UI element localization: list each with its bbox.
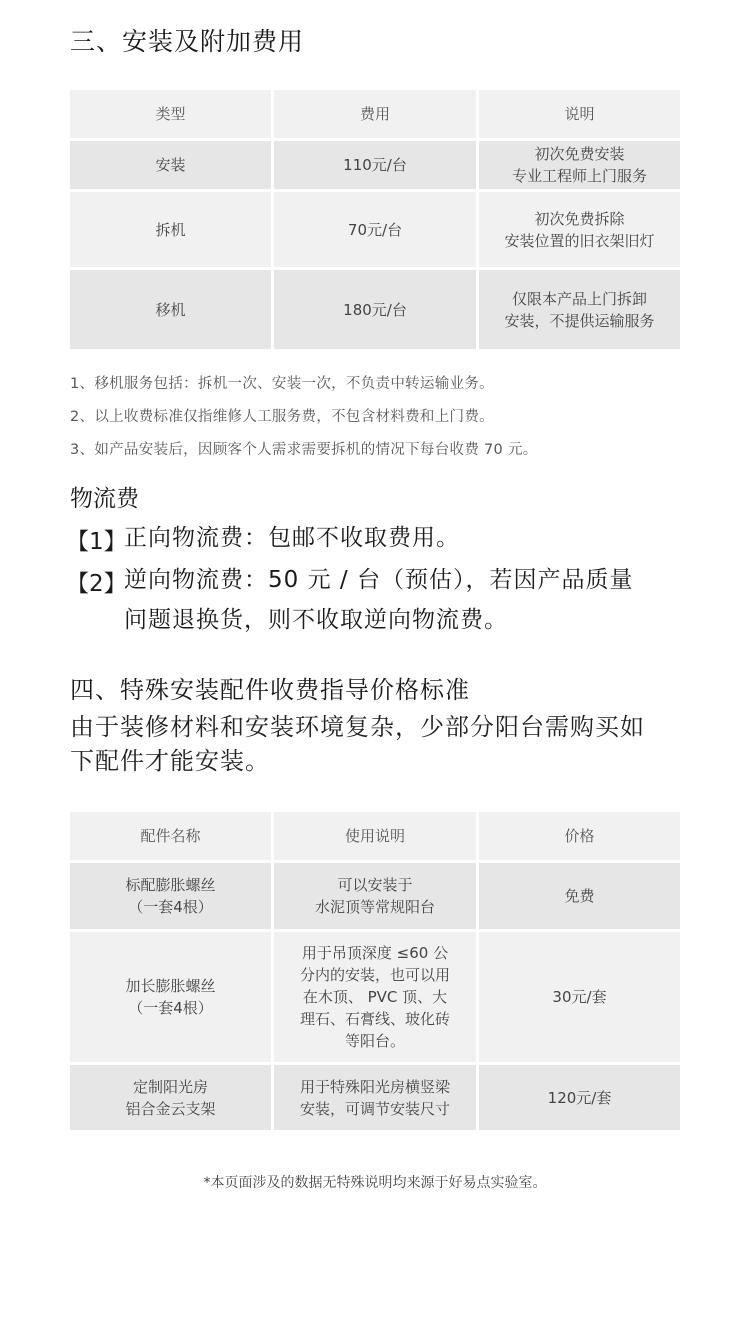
column-header: 类型 — [70, 90, 274, 141]
intro-line: 由于装修材料和安装环境复杂，少部分阳台需购买如 — [70, 713, 645, 741]
footer-note: *本页面涉及的数据无特殊说明均来源于好易点实验室。 — [203, 1175, 547, 1191]
item-number: 【2】 — [66, 571, 127, 597]
description-line: 初次免费拆除 — [534, 209, 625, 228]
usage-line: 等阳台。 — [344, 1032, 405, 1050]
accessory-usage — [274, 863, 479, 932]
table-row — [70, 932, 680, 1065]
accessory-name — [70, 1065, 274, 1133]
accessory-fee-table — [70, 812, 680, 1133]
name-line: 定制阳光房 — [132, 1077, 208, 1096]
name-line: 标配膨胀螺丝 — [125, 876, 216, 894]
logistics-title: 物流费 — [70, 486, 139, 512]
name-line: 加长膨胀螺丝 — [125, 977, 216, 995]
note-line: 1、移机服务包括：拆机一次、安装一次，不负责中转运输业务。 — [70, 376, 494, 392]
usage-line: 分内的安装，也可以用 — [299, 966, 450, 984]
logistics-item-text: 问题退换货，则不收取逆向物流费。 — [124, 607, 508, 633]
accessory-usage — [274, 1065, 479, 1133]
table-row — [70, 192, 680, 270]
table-row — [70, 270, 680, 352]
fee-amount: 180元/台 — [274, 270, 479, 352]
name-line: 铝合金云支架 — [125, 1099, 216, 1118]
section-title-installation-fees: 三、安装及附加费用 — [70, 27, 305, 56]
section-title-accessory-fees: 四、特殊安装配件收费指导价格标准 — [70, 676, 470, 704]
description-line: 安装位置的旧衣架旧灯 — [504, 231, 655, 250]
fee-description — [479, 141, 680, 192]
accessory-usage — [274, 932, 479, 1065]
item-number: 【1】 — [66, 529, 127, 555]
table-row — [70, 1065, 680, 1133]
usage-line: 可以安装于 — [337, 876, 413, 894]
note-line: 3、如产品安装后，因顾客个人需求需要拆机的情况下每台收费 70 元。 — [70, 442, 538, 458]
description-line: 专业工程师上门服务 — [511, 167, 647, 185]
intro-line: 下配件才能安装。 — [70, 747, 270, 775]
fee-type: 安装 — [70, 141, 274, 192]
name-line: （一套4根） — [128, 999, 213, 1017]
column-header: 配件名称 — [70, 812, 274, 863]
accessory-price: 30元/套 — [479, 932, 680, 1065]
fee-description — [479, 270, 680, 352]
accessory-price: 120元/套 — [479, 1065, 680, 1133]
description-line: 安装，不提供运输服务 — [504, 311, 655, 330]
logistics-item-text: 逆向物流费：50 元 / 台（预估），若因产品质量 — [124, 567, 634, 593]
column-header: 说明 — [479, 90, 680, 141]
intro-paragraph — [70, 710, 690, 778]
fee-amount: 70元/台 — [274, 192, 479, 270]
column-header: 使用说明 — [274, 812, 479, 863]
column-header: 费用 — [274, 90, 479, 141]
accessory-price: 免费 — [479, 863, 680, 932]
note-line: 2、以上收费标准仅指维修人工服务费，不包含材料费和上门费。 — [70, 409, 494, 425]
fee-type: 移机 — [70, 270, 274, 352]
usage-line: 用于特殊阳光房横竖梁 — [299, 1077, 450, 1096]
table-header-row — [70, 90, 680, 141]
usage-line: 水泥顶等常规阳台 — [314, 898, 435, 916]
fee-description — [479, 192, 680, 270]
column-header: 价格 — [479, 812, 680, 863]
table-row — [70, 141, 680, 192]
fee-amount: 110元/台 — [274, 141, 479, 192]
description-line: 仅限本产品上门拆卸 — [511, 289, 647, 308]
usage-line: 用于吊顶深度 ≤60 公 — [301, 944, 449, 962]
installation-fee-table — [70, 90, 680, 352]
table-header-row — [70, 812, 680, 863]
fee-type: 拆机 — [70, 192, 274, 270]
logistics-item-text: 正向物流费：包邮不收取费用。 — [124, 525, 460, 551]
table-row — [70, 863, 680, 932]
accessory-name — [70, 932, 274, 1065]
description-line: 初次免费安装 — [534, 145, 625, 163]
name-line: （一套4根） — [128, 898, 213, 916]
usage-line: 理石、石膏线、玻化砖 — [299, 1010, 450, 1028]
usage-line: 在木顶、 PVC 顶、大 — [302, 988, 448, 1006]
usage-line: 安装，可调节安装尺寸 — [299, 1099, 450, 1118]
accessory-name — [70, 863, 274, 932]
